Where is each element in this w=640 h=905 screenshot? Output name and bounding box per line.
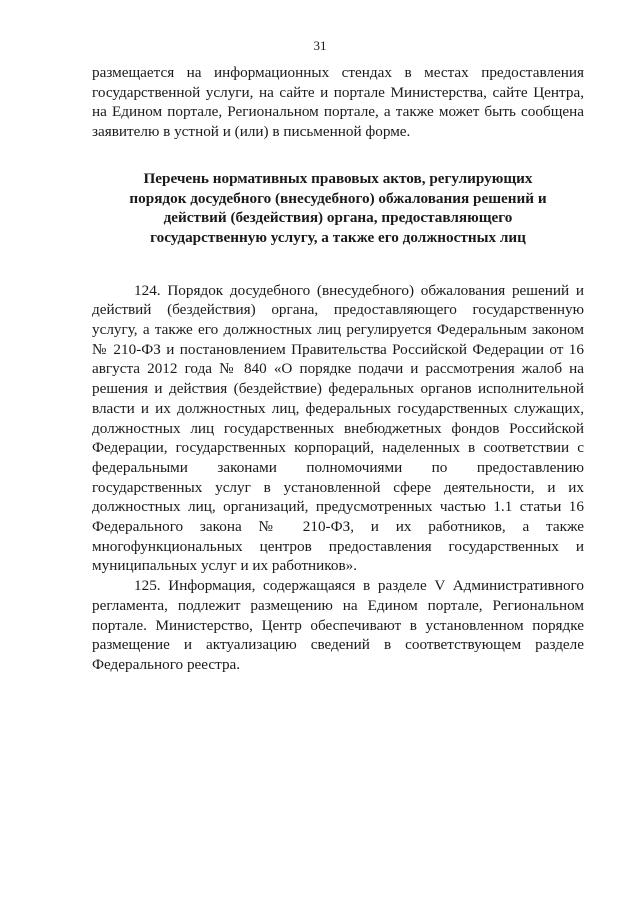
paragraph-124: 124. Порядок досудебного (внесудебного) обжалования решений и действий (бездействия) органа, предоставляющего государственную услугу, а также его должностных лиц регулируется Федеральным законом № 210-ФЗ и постановлением Правительства Российской Федерации от 16 августа 2012 года № 840 «О порядке подачи и рассмотрения жалоб на решения и действия (бездействие) федеральных органов исполнительной власти и их должностных лиц, федеральных государственных служащих, должностных лиц государственных внебюджетных фондов Российской Федерации, государственных корпораций, наделенных в соответствии с федеральными законами полномочиями по предоставлению государственных услуг в установленной сфере деятельности, и их должностных лиц, организаций, предусмотренных частью 1.1 статьи 16 Федерального закона № 210-ФЗ, и их работников, а также многофункциональных центров предоставления государственных и муниципальных услуг и их работников». xyxy=(92,281,584,575)
heading-spacer xyxy=(92,248,584,281)
section-heading: Перечень нормативных правовых актов, регулирующих порядок досудебного (внесудебного) обжалования решений и действий (бездействия) органа, предоставляющего государственную услугу, а также его должностных лиц xyxy=(129,169,547,246)
document-body xyxy=(92,63,584,675)
intro-paragraph: размещается на информационных стендах в местах предоставления государственной услуги, на сайте и портале Министерства, сайте Центра, на Едином портале, Региональном портале, а также может быть сообщена заявителю в устной и (или) в письменной форме. xyxy=(92,64,584,141)
paragraph-125: 125. Информация, содержащаяся в разделе V Административного регламента, подлежит размещению на Едином портале, Региональном портале. Министерство, Центр обеспечивают в установленном порядке размещение и актуализацию сведений в соответствующем разделе Федерального реестра. xyxy=(92,577,584,673)
page-number: 31 xyxy=(313,38,327,53)
